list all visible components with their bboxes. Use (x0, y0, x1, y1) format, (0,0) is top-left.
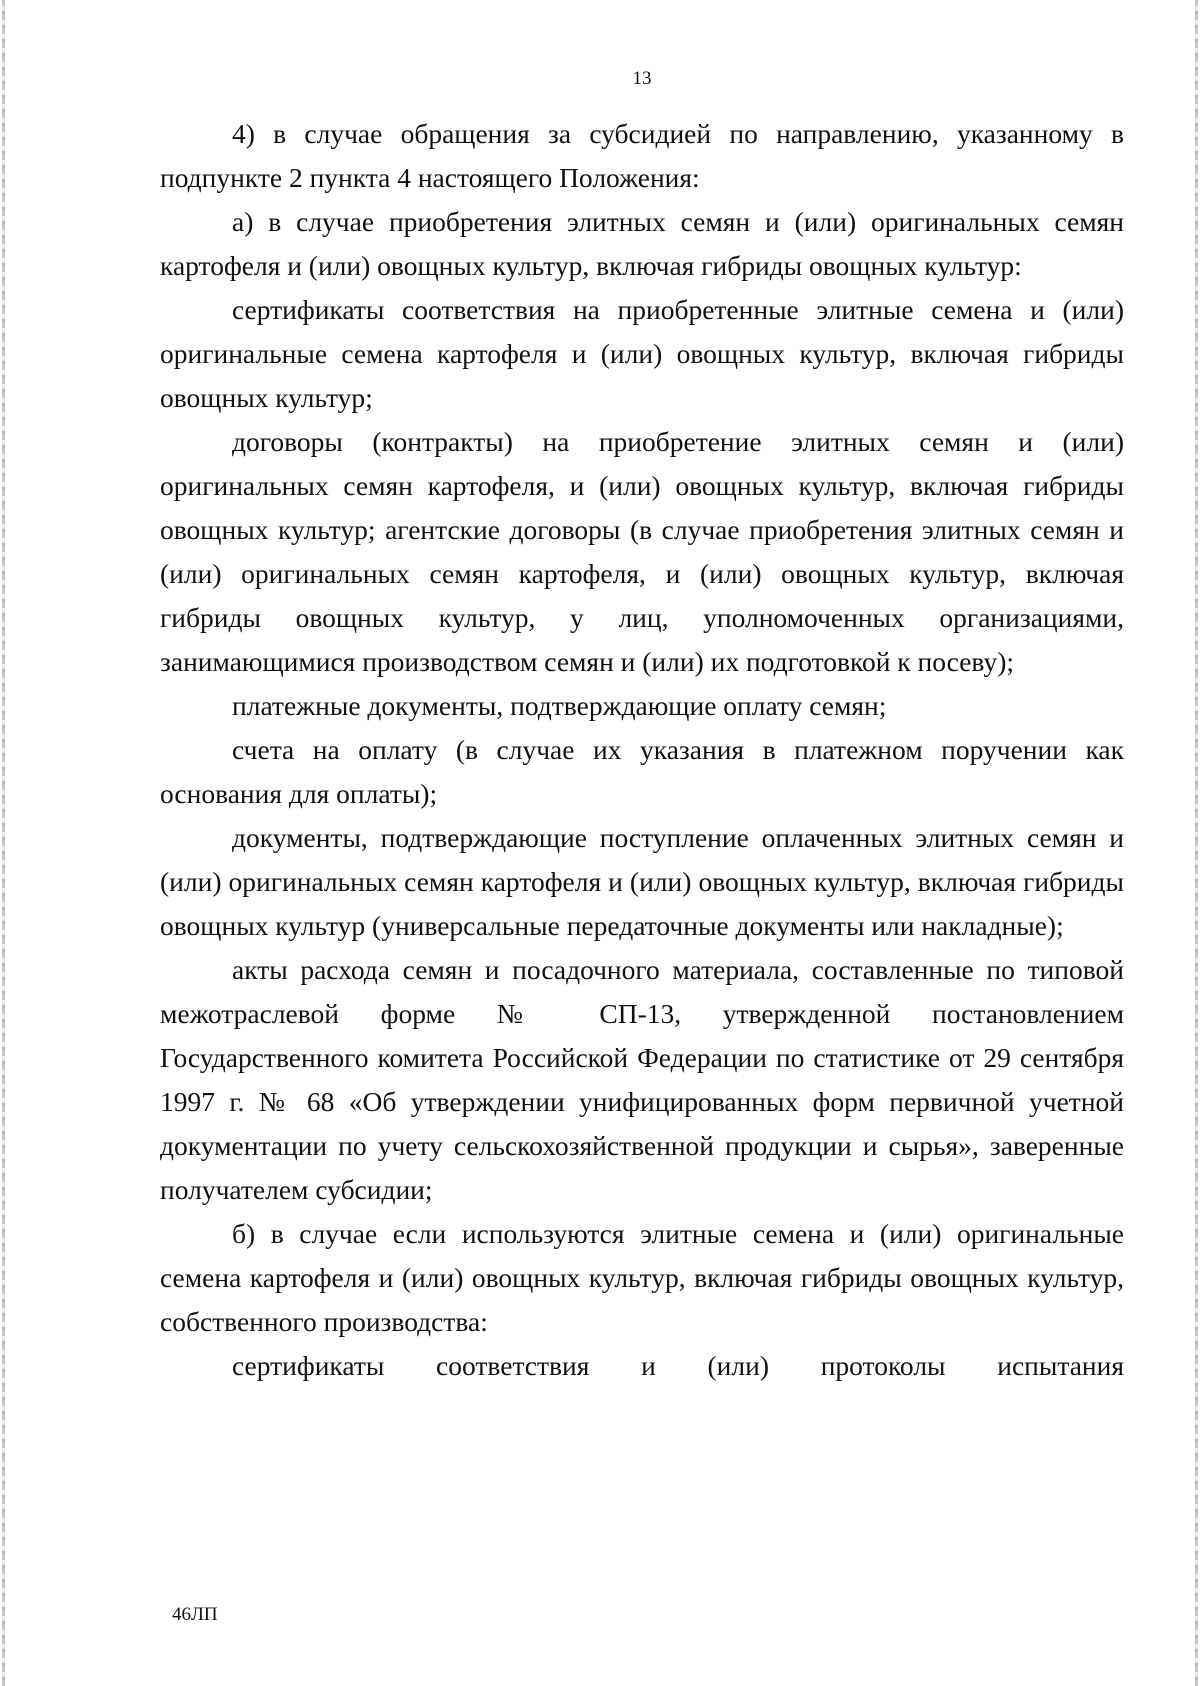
paragraph-subitem-a: а) в случае приобретения элитных семян и (или) оригинальных семян картофеля и (или) овощных культур, включая гибриды овощных культур: (160, 206, 1124, 281)
paragraph-consumption-acts: акты расхода семян и посадочного материала, составленные по типовой межотраслевой форме № СП-13, утвержденной постановлением Государственного комитета Российской Федерации по статистике от 29 сентября 1997 г. № 68 «Об утверждении унифицированных форм первичной учетной документации по учету сельскохозяйственной продукции и сырья», заверенные получателем субсидии; (160, 954, 1124, 1205)
document-body (160, 112, 1124, 1388)
paragraph-receipt-documents: документы, подтверждающие поступление оплаченных элитных семян и (или) оригинальных семян картофеля и (или) овощных культур, включая гибриды овощных культур (универсальные передаточные документы или накладные); (160, 822, 1124, 941)
paragraph-payment-documents: платежные документы, подтверждающие оплату семян; (232, 690, 887, 721)
document-page (160, 0, 1124, 1686)
paragraph-invoices: счета на оплату (в случае их указания в платежном поручении как основания для оплаты); (160, 734, 1124, 809)
scan-edge-left (2, 0, 5, 1686)
paragraph-item-4: 4) в случае обращения за субсидией по направлению, указанному в подпункте 2 пункта 4 настоящего Положения: (160, 118, 1124, 193)
scan-edge-right (1195, 0, 1198, 1686)
document-code: 46ЛП (172, 1604, 218, 1625)
paragraph-subitem-b: б) в случае если используются элитные семена и (или) оригинальные семена картофеля и (или) овощных культур, включая гибриды овощных культур, собственного производства: (160, 1218, 1124, 1337)
paragraph-test-protocols: сертификаты соответствия и (или) протоколы испытания (232, 1350, 1124, 1381)
paragraph-contracts: договоры (контракты) на приобретение элитных семян и (или) оригинальных семян картофеля, и (или) овощных культур, включая гибриды овощных культур; агентские договоры (в случае приобретения элитных семян и (или) оригинальных семян картофеля, и (или) овощных культур, включая гибриды овощных культур, у лиц, уполномоченных организациями, занимающимися производством семян и (или) их подготовкой к посеву); (160, 426, 1124, 677)
page-number: 13 (632, 68, 652, 89)
paragraph-certificates: сертификаты соответствия на приобретенные элитные семена и (или) оригинальные семена картофеля и (или) овощных культур, включая гибриды овощных культур; (160, 294, 1124, 413)
